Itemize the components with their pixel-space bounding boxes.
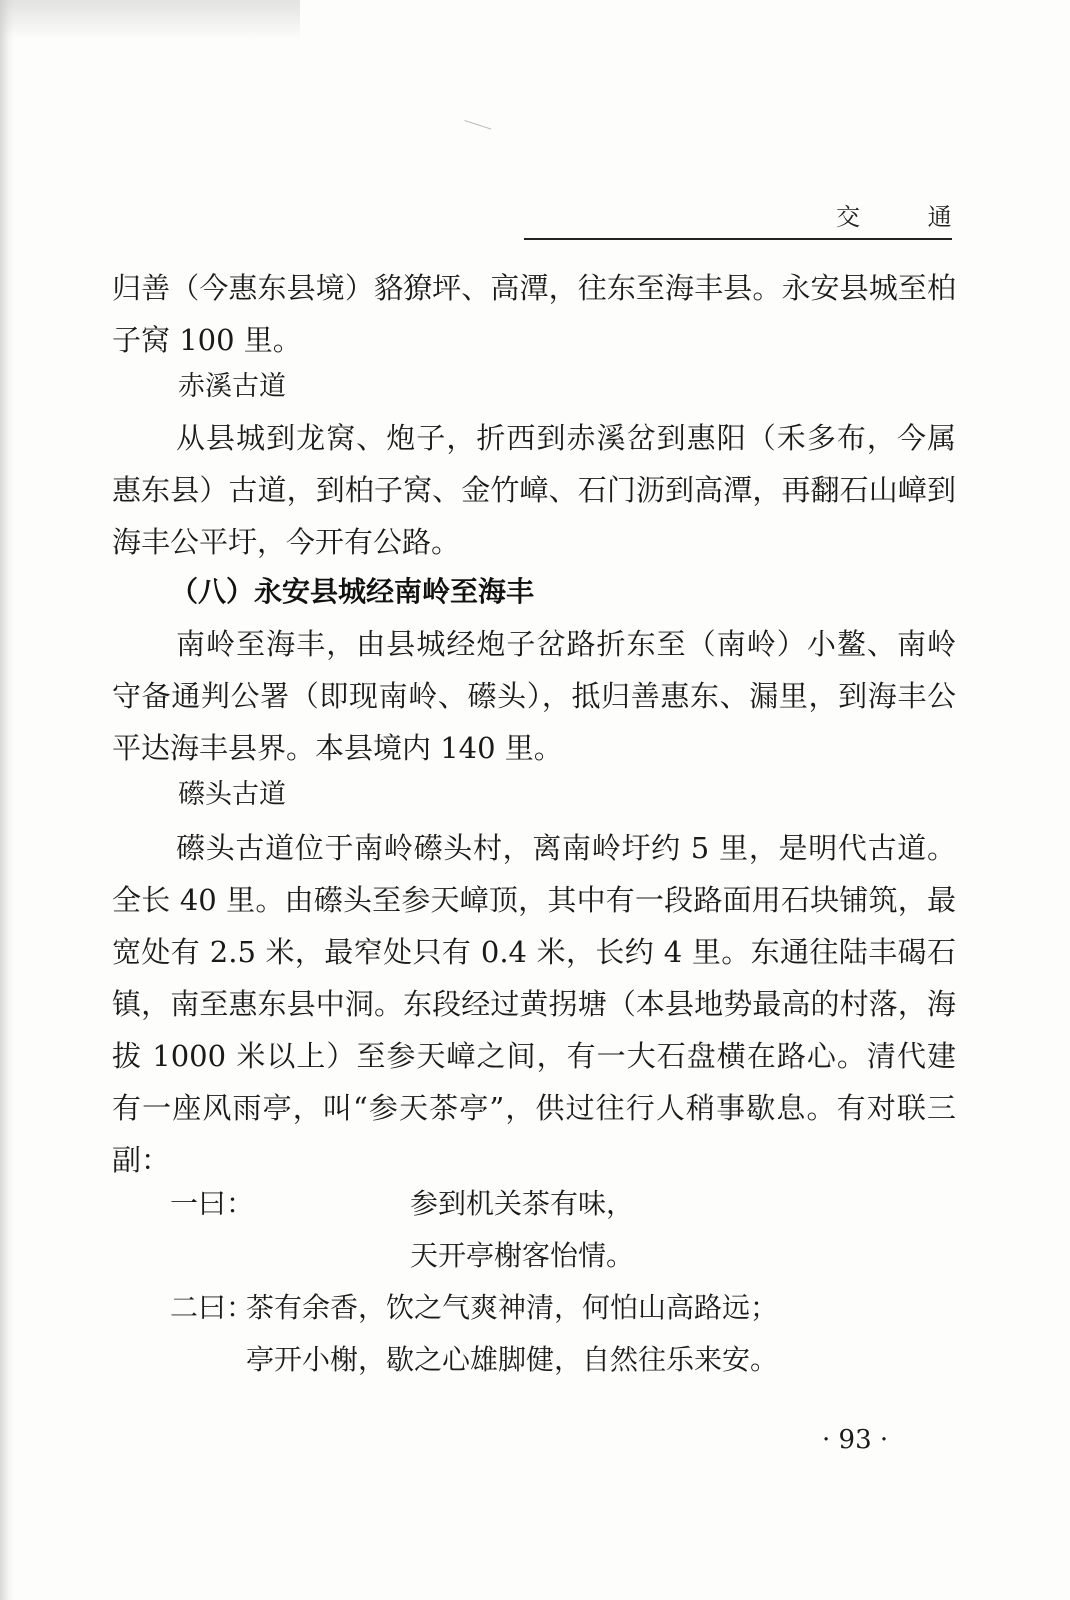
- couplet-2-line-2: 亭开小榭，歇之心雄脚健，自然往乐来安。: [246, 1343, 779, 1376]
- couplet-1-line-2: 天开亭榭客怡情。: [410, 1239, 635, 1272]
- couplet-2-line-1: 茶有余香，饮之气爽神清，何怕山高路远；: [246, 1291, 779, 1324]
- paragraph-4: 礤头古道位于南岭礤头村，离南岭圩约 5 里，是明代古道。全长 40 里。由礤头至参天嶂顶，其中有一段路面用石块铺筑，最宽处有 2.5 米，最窄处只有 0.4 米，长约 4 里。东通往陆丰碣石镇，南至惠东县中洞。东段经过黄拐塘（本县地势最高的村落，海拔 1000 米以上）至参天嶂之间，有一大石盘横在路心。清代建有一座风雨亭，叫“参天茶亭”，供过往行人稍事歇息。有对联三副：: [112, 831, 956, 1177]
- paragraph-1: 归善（今惠东县境）貉獠坪、高潭，往东至海丰县。永安县城至柏子窝 100 里。: [112, 271, 956, 357]
- subheading-catou-road: 礤头古道: [178, 779, 286, 810]
- paragraph-2: 从县城到龙窝、炮子，折西到赤溪岔到惠阳（禾多布，今属惠东县）古道，到柏子窝、金竹嶂、石门沥到高潭，再翻石山嶂到海丰公平圩，今开有公路。: [112, 421, 956, 559]
- header-rule: [524, 238, 952, 240]
- section-heading: （八）永安县城经南岭至海丰: [170, 575, 535, 608]
- paragraph-3: 南岭至海丰，由县城经炮子岔路折东至（南岭）小鳌、南岭守备通判公署（即现南岭、礤头），抵归善惠东、漏里，到海丰公平达海丰县界。本县境内 140 里。: [112, 627, 956, 765]
- page-top-shadow: [0, 0, 300, 40]
- couplet-2-label: 二曰：: [170, 1291, 255, 1324]
- couplet-1-line-1: 参到机关茶有味，: [410, 1187, 635, 1220]
- scan-mark: [461, 120, 492, 141]
- subheading-chixi-road: 赤溪古道: [178, 371, 286, 402]
- running-head: 交 通: [836, 203, 982, 231]
- couplet-1-label: 一曰：: [170, 1187, 255, 1220]
- page-number: · 93 ·: [822, 1425, 889, 1455]
- page-edge-shadow: [0, 0, 14, 1600]
